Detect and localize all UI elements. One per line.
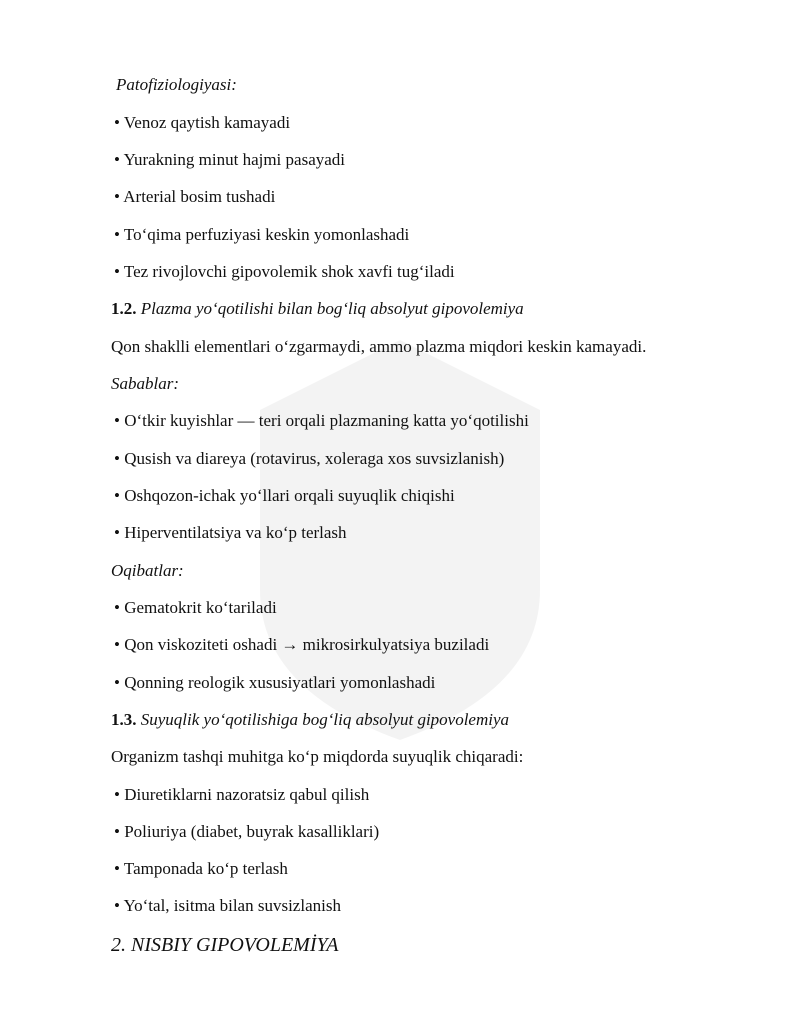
oqibatlar-label: Oqibatlar:	[111, 561, 184, 580]
section-1-3-number: 1.3.	[111, 710, 137, 729]
section-1-3-heading	[111, 709, 509, 731]
sabablar-item-4: • Hiperventilatsiya va ko‘p terlash	[114, 523, 347, 542]
sabablar-label: Sabablar:	[111, 374, 179, 393]
patofiziologiya-item-4: • To‘qima perfuziyasi keskin yomonlashadi	[114, 225, 410, 244]
section-1-2-intro: Qon shaklli elementlari o‘zgarmaydi, ammo plazma miqdori keskin kamayadi.	[111, 337, 647, 356]
sabablar-item-1: • O‘tkir kuyishlar — teri orqali plazmaning katta yo‘qotilishi	[114, 411, 529, 430]
section-1-2-title: Plazma yo‘qotilishi bilan bog‘liq absolyut gipovolemiya	[140, 299, 524, 318]
patofiziologiya-item-3: • Arterial bosim tushadi	[114, 187, 276, 206]
section-1-2-heading	[111, 298, 524, 320]
oqibatlar-item-1: • Gematokrit ko‘tariladi	[114, 598, 277, 617]
section-1-3-item-1: • Diuretiklarni nazoratsiz qabul qilish	[114, 785, 370, 804]
section-2-heading: 2. NISBIY GIPOVOLEMİYA	[111, 934, 339, 956]
oqibatlar-item-3: • Qonning reologik xususiyatlari yomonlashadi	[114, 673, 436, 692]
section-1-3-item-3: • Tamponada ko‘p terlash	[114, 859, 288, 878]
section-1-3-item-4: • Yo‘tal, isitma bilan suvsizlanish	[114, 896, 341, 915]
patofiziologiya-item-1: • Venoz qaytish kamayadi	[114, 113, 291, 132]
section-1-3-item-2: • Poliuriya (diabet, buyrak kasalliklari)	[114, 822, 380, 841]
oqibatlar-item-2: • Qon viskoziteti oshadi → mikrosirkulyatsiya buziladi	[114, 635, 490, 654]
section-1-3-title: Suyuqlik yo‘qotilishiga bog‘liq absolyut gipovolemiya	[140, 710, 510, 729]
section-1-2-number: 1.2.	[111, 299, 137, 318]
section-1-3-intro: Organizm tashqi muhitga ko‘p miqdorda suyuqlik chiqaradi:	[111, 747, 524, 766]
sabablar-item-2: • Qusish va diareya (rotavirus, xoleraga xos suvsizlanish)	[114, 449, 505, 468]
patofiziologiya-label: Patofiziologiyasi:	[116, 75, 237, 94]
sabablar-item-3: • Oshqozon-ichak yo‘llari orqali suyuqlik chiqishi	[114, 486, 455, 505]
patofiziologiya-item-5: • Tez rivojlovchi gipovolemik shok xavfi tug‘iladi	[114, 262, 455, 281]
patofiziologiya-item-2: • Yurakning minut hajmi pasayadi	[114, 150, 346, 169]
